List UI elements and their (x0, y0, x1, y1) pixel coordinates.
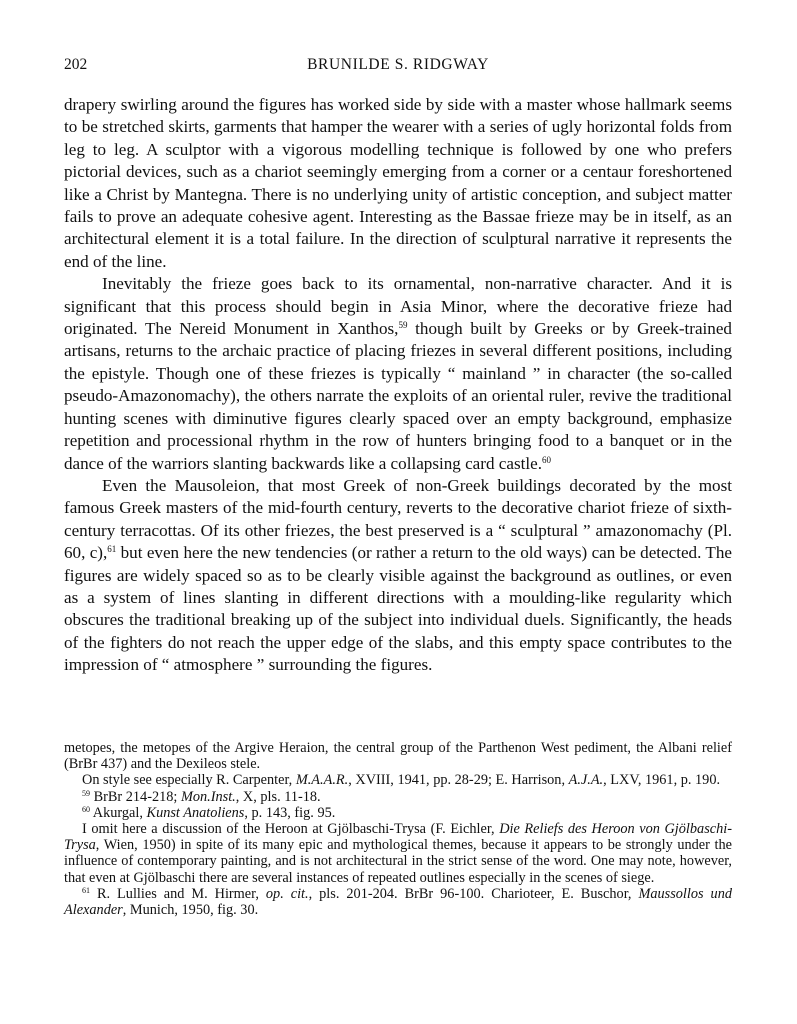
footnote-61 (64, 886, 732, 918)
book-title: Die Reliefs des Heroon von Gjölbaschi-Trysa (64, 821, 732, 854)
footnote-text: Akurgal, (90, 804, 147, 821)
footnote-ref-60: 60 (541, 454, 551, 465)
footnote-continuation-text: metopes, the metopes of the Argive Heraion, the central group of the Parthenon West pediment, the Albani relief (BrBr 437) and the Dexileos stele. (64, 740, 732, 773)
footnote-number: 59 (82, 788, 90, 798)
footnote-59 (64, 789, 732, 805)
journal-title: A.J.A. (568, 772, 604, 789)
paragraph-3-text-b: but even here the new tendencies (or rather a return to the old ways) can be detected. The figures are widely spaced so as to be clearly visible against the background as outlines, or even as a system of lines slanting in different directions with a moulding-like regularity which obscures the traditional breaking up of the subject into individual duels. Significantly, the heads of the fighters do not reach the upper edge of the slabs, and this empty space contributes to the impression of “ atmosphere ” surrounding the figures. (64, 543, 732, 675)
footnote-text: , Wien, 1950) in spite of its many epic and mythological themes, because it appears to be strongly under the influence of contemporary painting, and is not architectural in the strict sense of the word. One may note, however, that even at Gjölbaschi there are several instances of repeated outlines especially in the scenes of siege. (64, 837, 732, 886)
footnote-number: 60 (82, 804, 90, 814)
page-header (64, 56, 732, 80)
book-title: Kunst Anatoliens (146, 804, 245, 821)
page-number: 202 (64, 56, 88, 73)
paragraph-3 (64, 475, 732, 677)
footnote-text: R. Lullies and M. Hirmer, (90, 885, 266, 902)
running-title: BRUNILDE S. RIDGWAY (307, 56, 489, 73)
main-text (64, 94, 732, 677)
book-title: Maussollos und Alexander (64, 885, 732, 919)
citation-abbrev: op. cit. (265, 885, 309, 902)
footnote-heroon (64, 821, 732, 886)
footnote-text: , X, pls. 11-18. (235, 788, 321, 805)
paragraph-2-text-a: Inevitably the frieze goes back to its ornamental, non-narrative character. And it is significant that this process should begin in Asia Minor, where the decorative frieze had originated. The Nereid Monument in Xanthos, (64, 274, 732, 339)
footnote-text: , LXV, 1961, p. 190. (603, 772, 721, 789)
footnote-ref-59: 59 (398, 320, 408, 331)
footnote-ref-61: 61 (107, 544, 117, 555)
footnote-text: On style see especially R. Carpenter, (82, 772, 296, 789)
footnote-text: , XVIII, 1941, pp. 28-29; E. Harrison, (348, 772, 569, 789)
journal-title: Mon.Inst. (180, 788, 236, 805)
footnote-text: , p. 143, fig. 95. (244, 804, 336, 821)
footnote-text: , Munich, 1950, fig. 30. (122, 902, 259, 919)
footnote-style (64, 772, 732, 788)
paragraph-2-text-b: though built by Greeks or by Greek-trained artisans, returns to the archaic practice of placing friezes in several different positions, including the epistyle. Though one of these friezes is typically “ mainland ” in character (the so-called pseudo-Amazonomachy), the others narrate the exploits of an oriental ruler, revive the traditional hunting scenes with diminutive figures clearly spaced over an empty background, emphasize repetition and processional rhythm in the row of hunters bringing food to a banquet or in the dance of the warriors slanting backwards like a collapsing card castle. (64, 319, 732, 473)
journal-title: M.A.A.R. (295, 772, 349, 789)
paragraph-2 (64, 273, 732, 475)
footnote-text: , pls. 201-204. BrBr 96-100. Charioteer, E. Buschor, (308, 885, 639, 902)
paragraph-1 (64, 94, 732, 273)
paragraph-1-text: drapery swirling around the figures has worked side by side with a master whose hallmark seems to be stretched skirts, garments that hamper the wearer with a series of ugly horizontal folds from leg to leg. A sculptor with a vigorous modelling technique is followed by one who prefers pictorial devices, such as a chariot seemingly emerging from a corner or a centaur foreshortened like a Christ by Mantegna. There is no underlying unity of artistic conception, and subject matter fails to prove an adequate cohesive agent. Interesting as the Bassae frieze may be in itself, as an architectural element it is a total failure. In the direction of sculptural narrative it represents the end of the line. (64, 95, 732, 271)
footnote-text: I omit here a discussion of the Heroon at Gjölbaschi-Trysa (F. Eichler, (82, 821, 500, 838)
footnotes (64, 740, 732, 918)
footnote-number: 61 (82, 885, 90, 895)
footnote-text: BrBr 214-218; (90, 788, 181, 805)
footnote-60 (64, 805, 732, 821)
footnote-continuation (64, 740, 732, 772)
paragraph-3-text-a: Even the Mausoleion, that most Greek of non-Greek buildings decorated by the most famous Greek masters of the mid-fourth century, reverts to the decorative chariot frieze of sixth-century terracottas. Of its other friezes, the best preserved is a “ sculptural ” amazonomachy (Pl. 60, c), (64, 475, 732, 563)
